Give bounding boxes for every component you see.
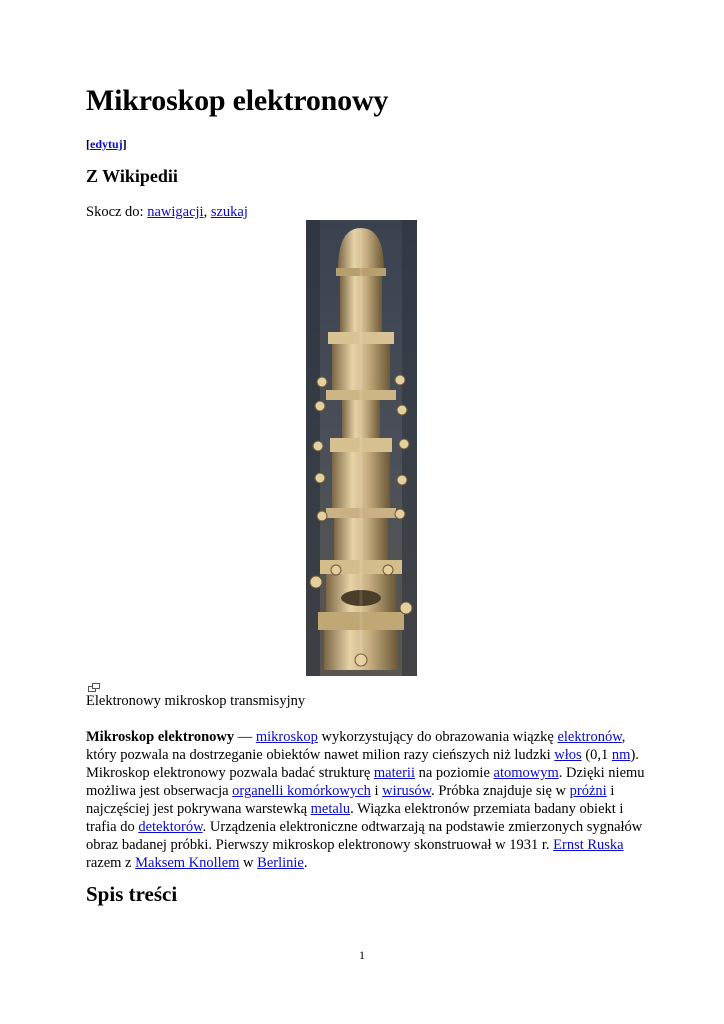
intro-link[interactable]: wirusów bbox=[382, 783, 432, 799]
intro-link[interactable]: materii bbox=[373, 765, 415, 781]
page-number: 1 bbox=[359, 948, 365, 962]
site-subtitle: Z Wikipedii bbox=[86, 166, 178, 186]
microscope-photo[interactable] bbox=[306, 220, 417, 676]
intro-link[interactable]: organelli komórkowych bbox=[232, 783, 371, 799]
intro-link[interactable]: atomowym bbox=[493, 765, 559, 781]
intro-text: . Urządzenia elektroniczne odtwarzają na podstawie zmierzonych sygnałów obraz badanej próbki. Pierwszy mikroskop elektronowy skonstruował w 1931 r. bbox=[86, 819, 643, 853]
intro-link[interactable]: metalu bbox=[310, 801, 351, 817]
intro-link[interactable]: mikroskop bbox=[255, 729, 318, 745]
toc-heading: Spis treści bbox=[86, 882, 178, 906]
intro-text: ). Mikroskop elektronowy pozwala badać strukturę bbox=[86, 747, 639, 781]
edit-section bbox=[86, 137, 127, 152]
intro-link[interactable]: elektronów bbox=[557, 729, 622, 745]
intro-link[interactable]: Maksem Knollem bbox=[135, 855, 240, 871]
intro-text: , który pozwala na dostrzeganie obiektów nawet milion razy cieńszych niż ludzki bbox=[86, 729, 626, 763]
intro-text: wykorzystujący do obrazowania wiązkę bbox=[317, 729, 558, 745]
intro-text: . Dzięki niemu możliwa jest obserwacja bbox=[86, 765, 645, 799]
intro-link[interactable]: detektorów bbox=[138, 819, 203, 835]
intro-text: na poziomie bbox=[414, 765, 494, 781]
intro-text: . bbox=[303, 855, 308, 871]
intro-text: i bbox=[370, 783, 383, 799]
navigation-link[interactable]: nawigacji bbox=[147, 204, 204, 220]
edit-link[interactable]: edytuj bbox=[90, 137, 123, 151]
intro-link[interactable]: nm bbox=[611, 747, 631, 763]
intro-text: . Wiązka elektronów przemiata badany obiekt i trafia do bbox=[86, 801, 624, 835]
jump-prefix: Skocz do: bbox=[86, 204, 148, 220]
intro-link[interactable]: włos bbox=[554, 747, 582, 763]
intro-link[interactable]: próżni bbox=[569, 783, 607, 799]
figure-caption: Elektronowy mikroskop transmisyjny bbox=[86, 693, 306, 709]
jump-separator: , bbox=[203, 204, 211, 220]
edit-bracket-close: ] bbox=[122, 137, 127, 151]
search-link[interactable]: szukaj bbox=[210, 204, 248, 220]
edit-bracket-open: [ bbox=[86, 137, 90, 151]
intro-link[interactable]: Berlinie bbox=[257, 855, 304, 871]
intro-text: (0,1 bbox=[581, 747, 612, 763]
jump-links bbox=[86, 204, 248, 221]
intro-text: razem z bbox=[86, 855, 136, 871]
intro-text: i najczęściej jest pokrywana warstewką bbox=[86, 783, 615, 817]
page-title: Mikroskop elektronowy bbox=[86, 84, 389, 117]
intro-text: — bbox=[234, 729, 256, 745]
intro-paragraph bbox=[86, 728, 646, 872]
intro-bold-term: Mikroskop elektronowy bbox=[86, 729, 235, 745]
enlarge-icon[interactable] bbox=[88, 683, 100, 693]
intro-text: w bbox=[239, 855, 258, 871]
microscope-illustration bbox=[306, 220, 417, 676]
intro-text: . Próbka znajduje się w bbox=[431, 783, 570, 799]
intro-link[interactable]: Ernst Ruska bbox=[553, 837, 624, 853]
